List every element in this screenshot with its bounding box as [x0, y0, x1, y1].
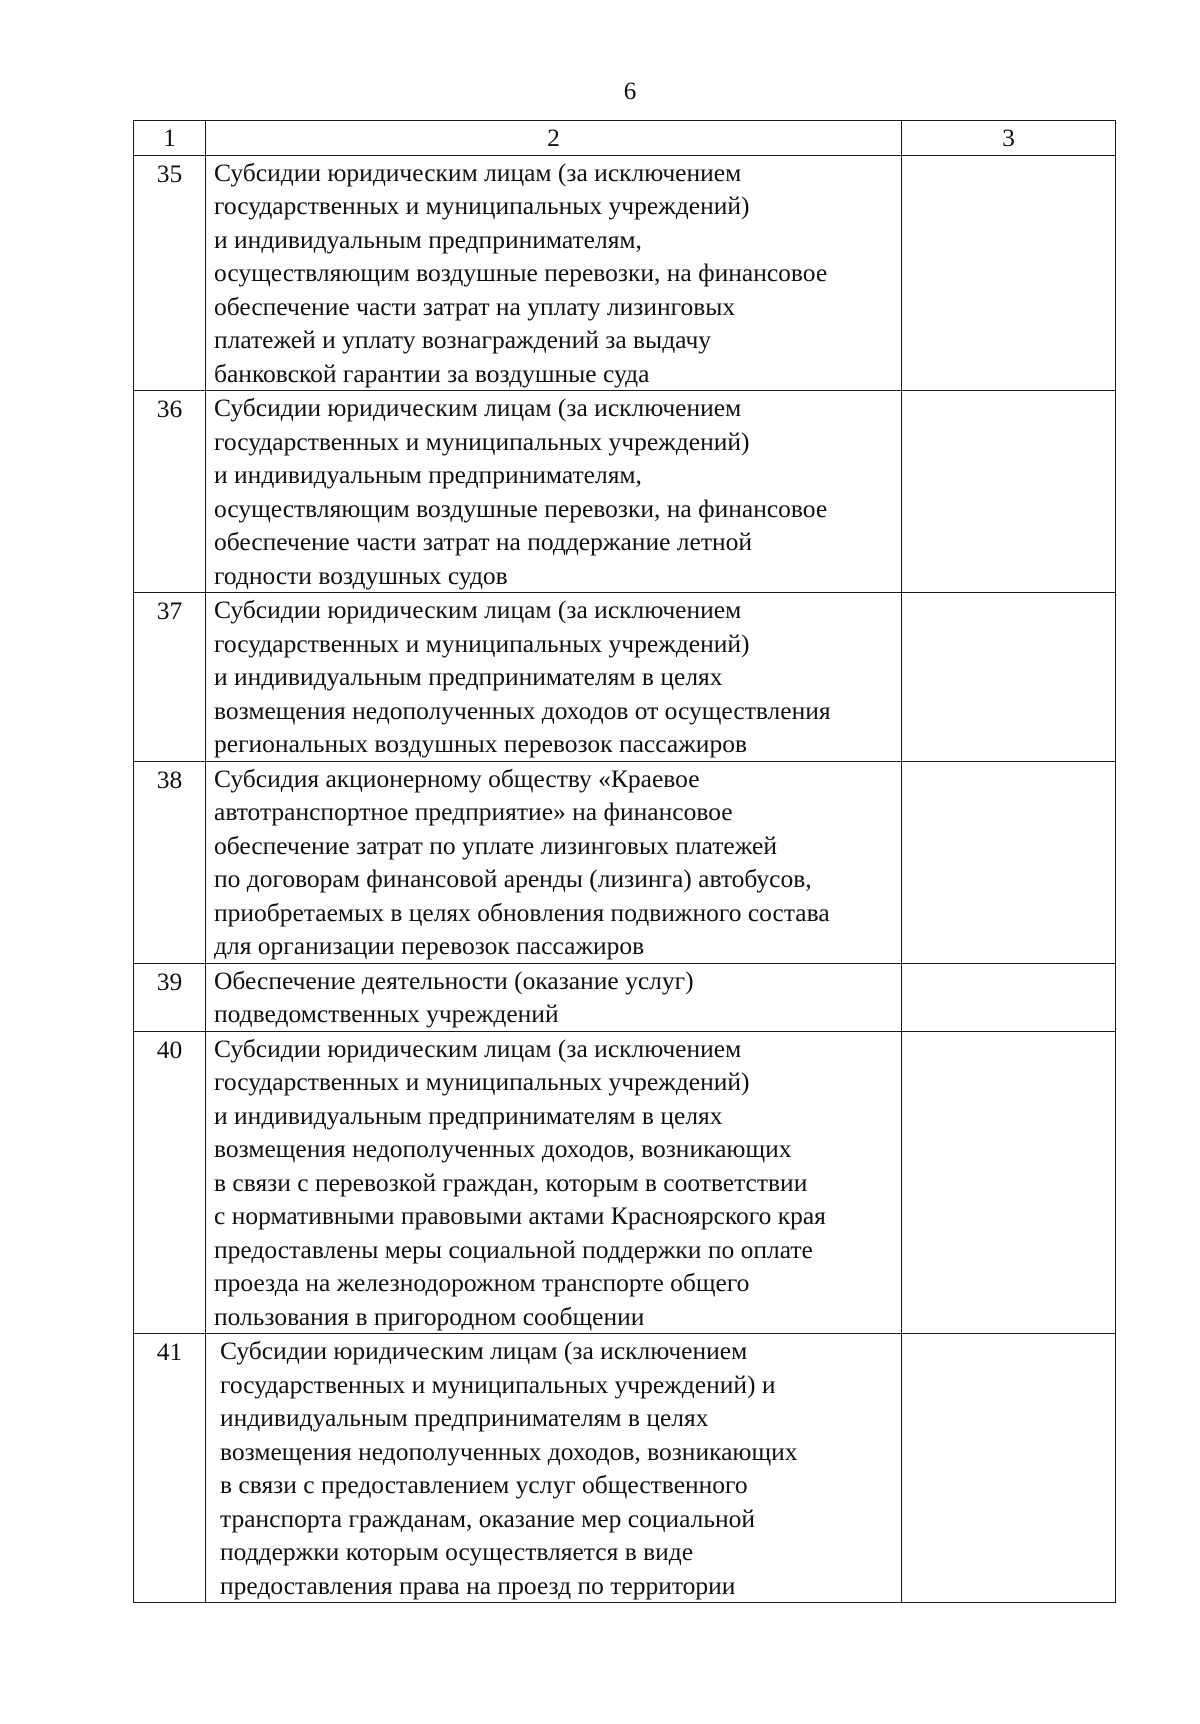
row-number-cell: 36: [134, 391, 206, 593]
description-line: возмещения недополученных доходов от осуществления: [214, 695, 831, 725]
column-header-1: 1: [134, 121, 206, 156]
budget-table: [133, 120, 1116, 1603]
description-line: государственных и муниципальных учреждений) и: [220, 1369, 776, 1399]
description-line: Субсидии юридическим лицам (за исключением: [214, 595, 742, 624]
row-number-cell: 37: [134, 593, 206, 762]
row-description-cell: [206, 1031, 902, 1334]
table-row: [134, 593, 1116, 762]
table-row: [134, 761, 1116, 963]
table-row: [134, 963, 1116, 1031]
column-header-2: 2: [206, 121, 902, 156]
description-line: подведомственных учреждений: [214, 999, 559, 1028]
description-line: индивидуальным предпринимателям в целях: [220, 1403, 709, 1432]
table-row: [134, 1334, 1116, 1603]
row-number-cell: 39: [134, 963, 206, 1031]
description-line: Субсидии юридическим лицам (за исключением: [214, 1033, 742, 1063]
description-line: для организации перевозок пассажиров: [214, 931, 645, 960]
description-line: государственных и муниципальных учреждений): [214, 191, 750, 220]
description-line: Субсидии юридическим лицам (за исключением: [214, 393, 742, 422]
description-line: с нормативными правовыми актами Красноярского края: [214, 1201, 826, 1230]
row-column-3-cell: [902, 391, 1116, 593]
description-line: предоставлены меры социальной поддержки по оплате: [214, 1234, 813, 1264]
column-header-3: 3: [902, 121, 1116, 156]
description-line: Субсидии юридическим лицам (за исключением: [220, 1336, 748, 1365]
description-line: Субсидии юридическим лицам (за исключением: [214, 157, 742, 187]
description-line: обеспечение части затрат на поддержание летной: [214, 527, 753, 556]
table-body: [134, 121, 1116, 1603]
description-line: в связи с предоставлением услуг общественного: [220, 1470, 748, 1499]
description-line: и индивидуальным предпринимателям в целях: [214, 662, 723, 691]
table-row: [134, 391, 1116, 593]
description-line: государственных и муниципальных учреждений): [214, 1067, 750, 1096]
description-line: годности воздушных судов: [214, 560, 508, 590]
description-line: обеспечение затрат по уплате лизинговых платежей: [214, 830, 777, 860]
description-line: Обеспечение деятельности (оказание услуг): [214, 965, 694, 995]
description-line: транспорта гражданам, оказание мер социальной: [220, 1503, 756, 1533]
description-line: осуществляющим воздушные перевозки, на финансовое: [214, 258, 828, 287]
row-description-cell: [206, 593, 902, 762]
description-line: и индивидуальным предпринимателям,: [214, 224, 642, 254]
row-description-cell: [206, 391, 902, 593]
row-number-cell: 35: [134, 155, 206, 391]
row-column-3-cell: [902, 1031, 1116, 1334]
row-description-cell: [206, 761, 902, 963]
description-line: региональных воздушных перевозок пассажиров: [214, 729, 747, 758]
row-number-cell: 38: [134, 761, 206, 963]
row-number-cell: 40: [134, 1031, 206, 1334]
table-header-row: [134, 121, 1116, 156]
description-line: платежей и уплату вознаграждений за выдачу: [214, 325, 712, 354]
description-line: поддержки которым осуществляется в виде: [220, 1537, 694, 1566]
row-column-3-cell: [902, 761, 1116, 963]
description-line: государственных и муниципальных учреждений): [214, 426, 750, 456]
description-line: осуществляющим воздушные перевозки, на финансовое: [214, 493, 828, 523]
row-column-3-cell: [902, 155, 1116, 391]
description-line: и индивидуальным предпринимателям,: [214, 460, 642, 489]
row-column-3-cell: [902, 1334, 1116, 1603]
description-line: Субсидия акционерному обществу «Краевое: [214, 763, 700, 793]
description-line: предоставления права на проезд по территории: [220, 1570, 736, 1600]
description-line: в связи с перевозкой граждан, которым в соответствии: [214, 1167, 808, 1197]
row-number-cell: 41: [134, 1334, 206, 1603]
description-line: возмещения недополученных доходов, возникающих: [214, 1134, 792, 1163]
description-line: автотранспортное предприятие» на финансовое: [214, 797, 733, 826]
description-line: обеспечение части затрат на уплату лизинговых: [214, 291, 736, 321]
row-description-cell: [206, 1334, 902, 1603]
description-line: приобретаемых в целях обновления подвижного состава: [214, 897, 830, 927]
description-line: и индивидуальным предпринимателям в целях: [214, 1100, 723, 1130]
description-line: возмещения недополученных доходов, возникающих: [220, 1436, 798, 1466]
description-line: государственных и муниципальных учреждений): [214, 628, 750, 658]
row-description-cell: [206, 155, 902, 391]
table-row: [134, 155, 1116, 391]
description-line: банковской гарантии за воздушные суда: [214, 358, 650, 388]
table-row: [134, 1031, 1116, 1334]
row-description-cell: [206, 963, 902, 1031]
row-column-3-cell: [902, 593, 1116, 762]
row-column-3-cell: [902, 963, 1116, 1031]
description-line: проезда на железнодорожном транспорте общего: [214, 1268, 750, 1297]
description-line: по договорам финансовой аренды (лизинга) автобусов,: [214, 864, 812, 893]
page-number: 6: [623, 78, 637, 105]
description-line: пользования в пригородном сообщении: [214, 1301, 645, 1331]
